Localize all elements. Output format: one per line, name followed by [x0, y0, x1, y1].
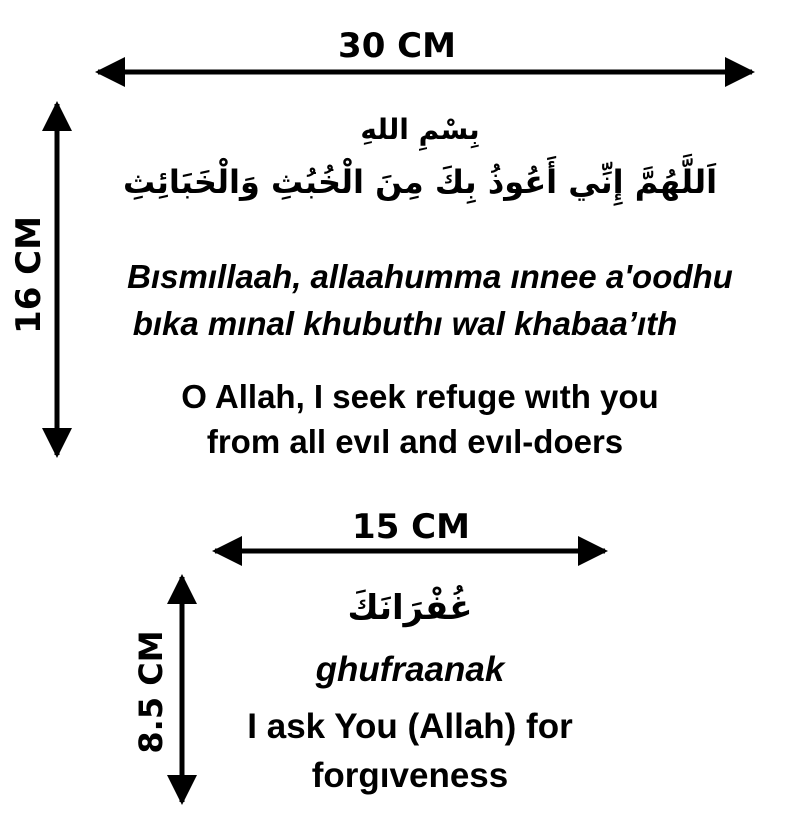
height-label-large: 16 CM	[9, 216, 49, 334]
width-label-large: 30 CM	[338, 26, 456, 66]
translation-small-line-1: I ask You (Allah) for	[247, 707, 573, 746]
transliteration-ghufraanak: ghufraanak	[315, 650, 505, 689]
transliteration-line-2: bıka mınal khubuthı wal khabaa’ıth	[132, 305, 678, 342]
width-label-small: 15 CM	[352, 507, 470, 547]
arabic-basmala: بِسْمِ اللهِ	[360, 113, 480, 146]
arabic-ghufraanak: غُفْرَانَكَ	[347, 588, 473, 628]
translation-line-1: O Allah, I seek refuge wıth you	[181, 378, 659, 415]
arabic-dua: اَللَّهُمَّ إِنِّي أَعُوذُ بِكَ مِنَ الْخُبُثِ وَالْخَبَائِثِ	[122, 163, 718, 201]
translation-line-2: from all evıl and evıl-doers	[206, 423, 624, 460]
translation-small-line-2: forgıveness	[311, 756, 509, 795]
height-label-small: 8.5 CM	[132, 630, 170, 754]
transliteration-line-1: Bısmıllaah, allaahumma ınnee a'oodhu	[127, 258, 733, 295]
